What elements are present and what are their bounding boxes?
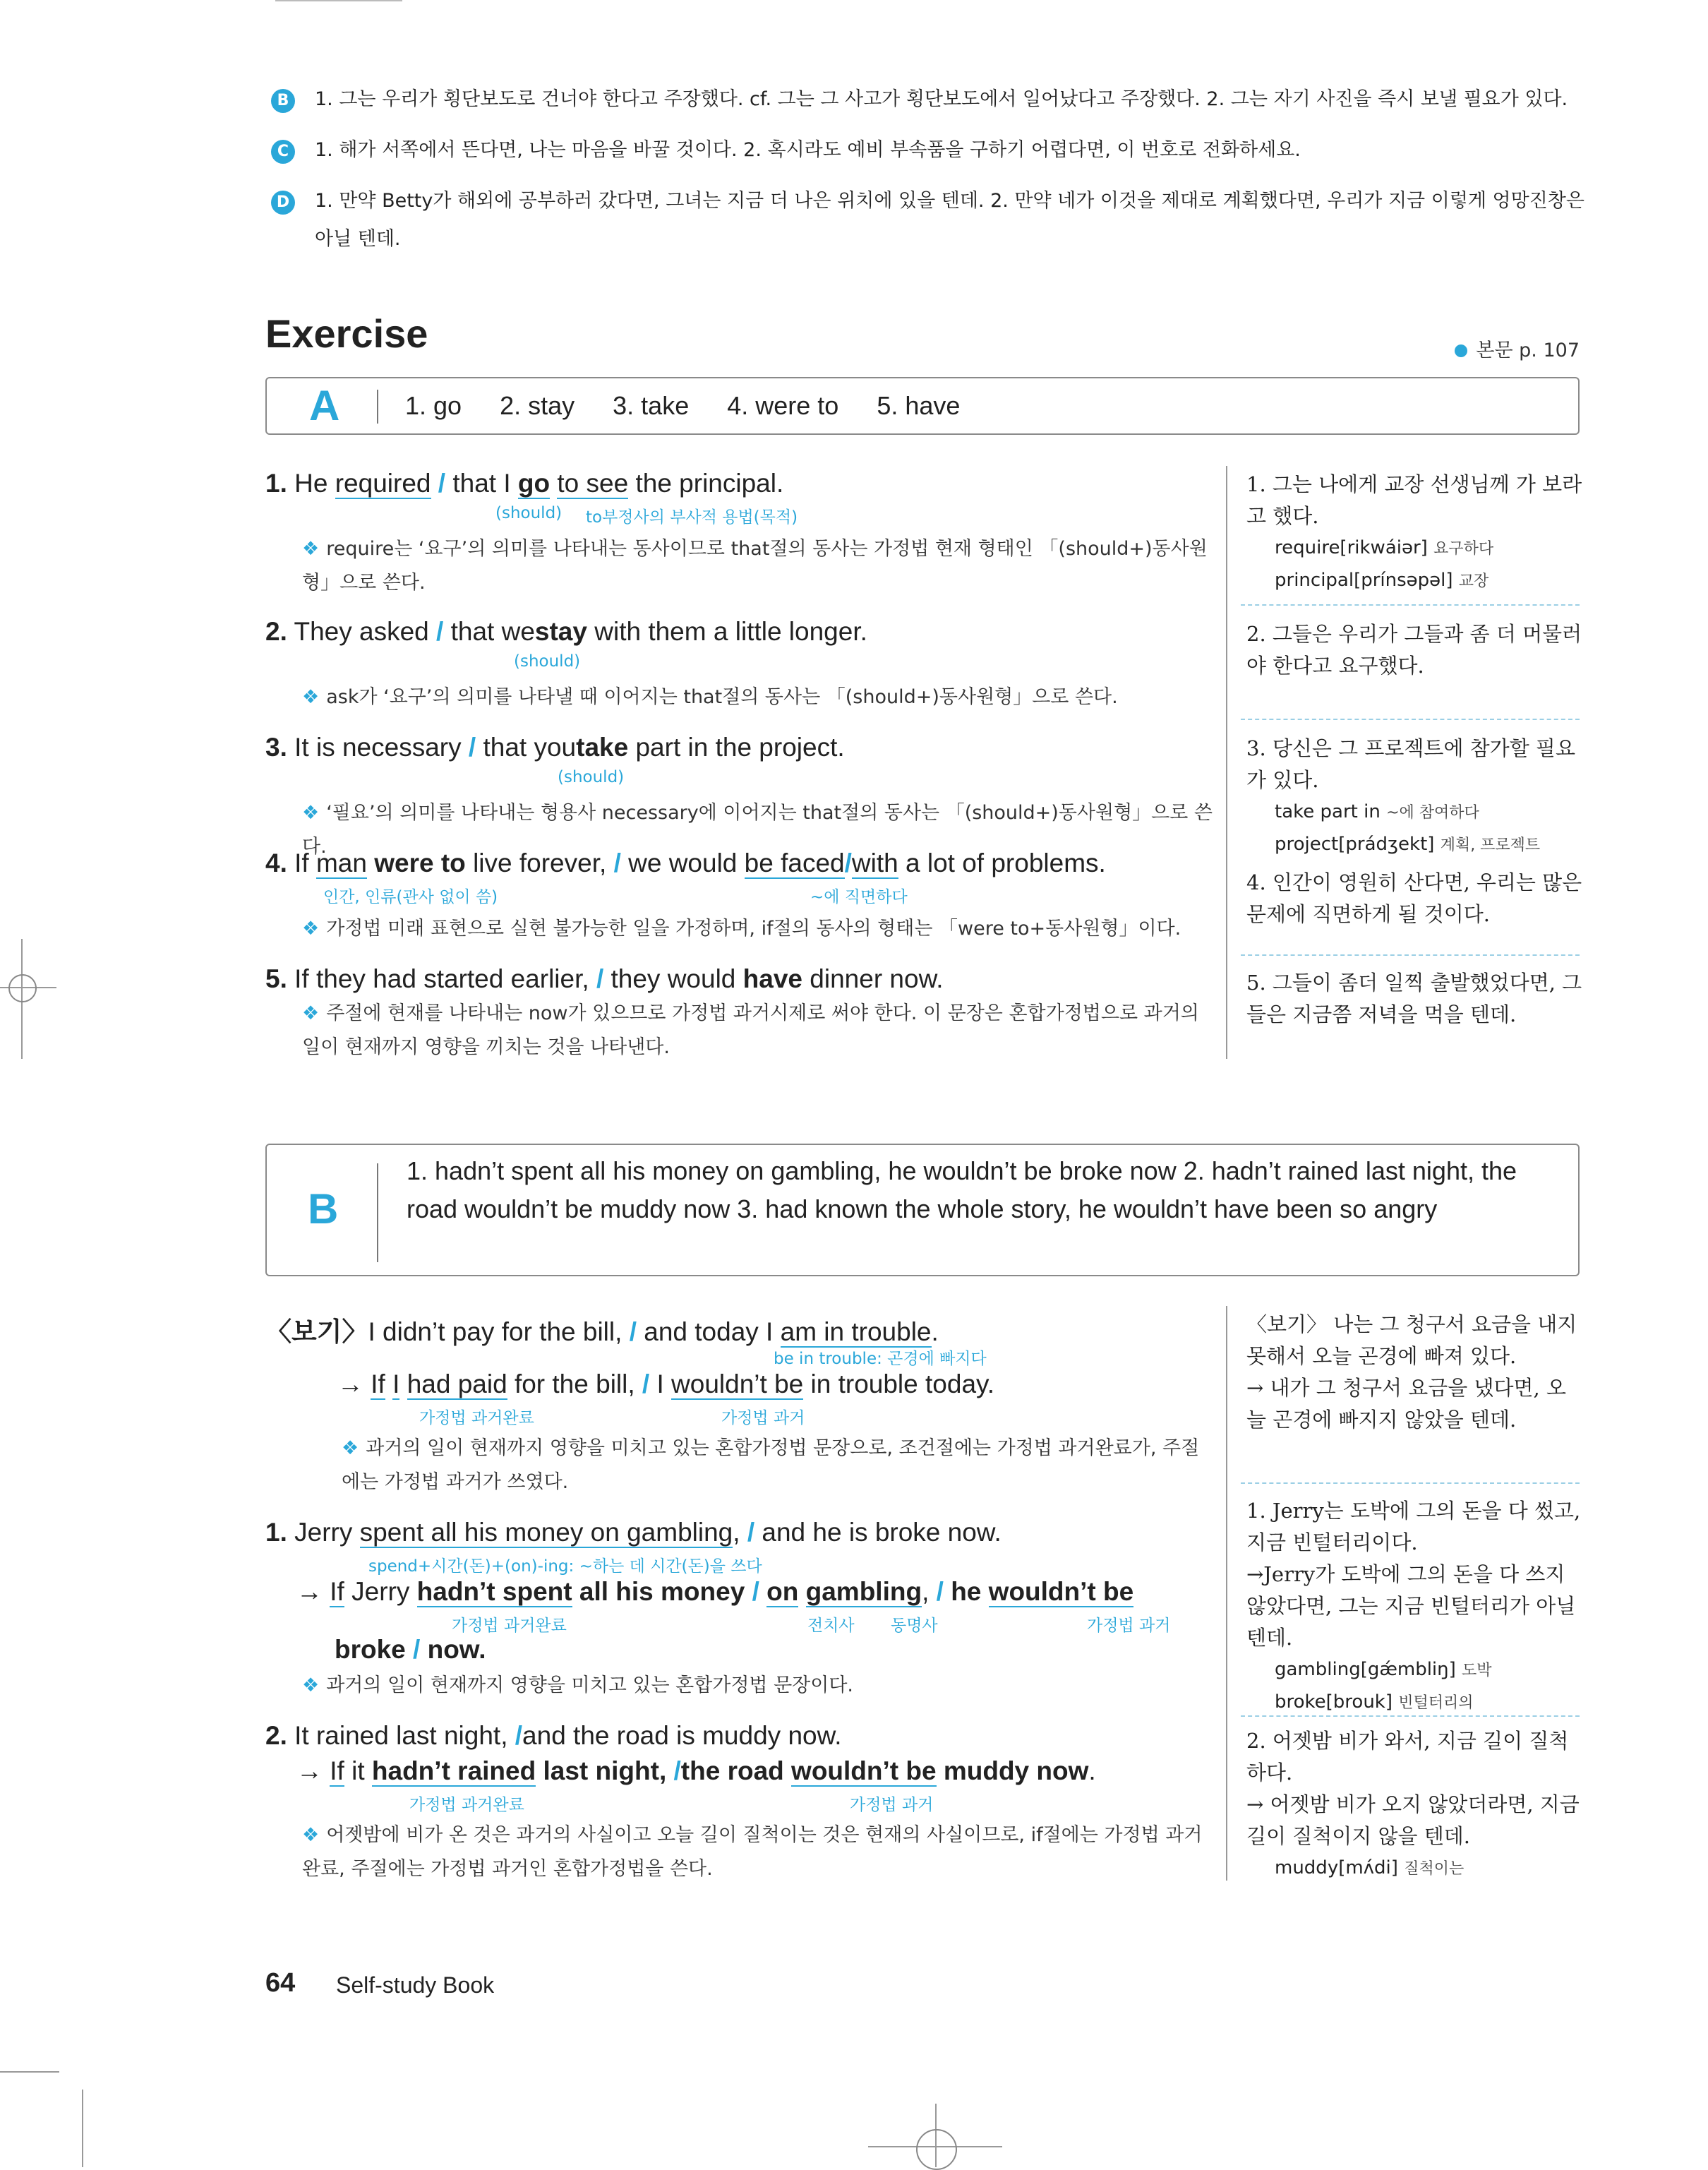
item-number: 3.	[1246, 736, 1266, 760]
sentence-text: He	[294, 469, 328, 498]
sentence-text: that you	[483, 733, 577, 762]
answer-word: have	[742, 964, 803, 993]
slash-mark: /	[613, 849, 621, 877]
item-number: 3.	[265, 733, 287, 762]
annotation-should: (should)	[514, 652, 581, 671]
item-number: 2.	[265, 1721, 287, 1750]
translation-text: 그들이 좀더 일찍 출발했었다면, 그들은 지금쯤 저녁을 먹을 텐데.	[1246, 971, 1582, 1026]
registration-mark-bottom	[916, 2129, 957, 2170]
sentence-text: in trouble today.	[810, 1369, 995, 1398]
slash-mark: /	[438, 469, 446, 498]
box-a-item: 2. stay	[500, 391, 575, 420]
diamond-icon: ❖	[302, 918, 320, 940]
sentence-b1	[265, 1518, 1002, 1547]
explanation-a2	[302, 681, 1213, 714]
annotation-note: 가정법 과거완료	[419, 1409, 534, 1427]
box-b-answers: 1. hadn’t spent all his money on gambling, he wouldn’t be broke now 2. hadn’t rained last night, the road wouldn’t be muddy now 3. had known the whole story, he wouldn’t have been so angry	[407, 1156, 1517, 1223]
underlined-word: be faced	[744, 849, 845, 877]
sentence-text: we would	[628, 849, 738, 877]
slash-mark: /	[844, 849, 852, 877]
sentence-text: ,	[733, 1518, 740, 1547]
answer-word: stay	[534, 617, 587, 646]
bullet-dot-icon	[1455, 344, 1467, 357]
translation-a1	[1246, 469, 1585, 597]
book-title: Self-study Book	[336, 1972, 495, 1998]
slash-mark: /	[673, 1756, 681, 1785]
explanation-text: require는 ‘요구’의 의미를 나타내는 동사이므로 that절의 동사는 가정법 현재 형태인 「(should+)동사원형」으로 쓴다.	[302, 538, 1208, 594]
answer-word: on	[766, 1577, 799, 1606]
sentence-text: .	[931, 1317, 939, 1346]
annotation-note: 가정법 과거	[721, 1409, 805, 1427]
box-a-divider	[377, 390, 378, 424]
answer-word: the road	[680, 1756, 784, 1785]
explanation-text: 주절에 현재를 나타내는 now가 있으므로 가정법 과거시제로 써야 한다. 이 문장은 혼합가정법으로 과거의 일이 현재까지 영향을 끼치는 것을 나타낸다.	[302, 1002, 1199, 1058]
translation-a5	[1246, 967, 1585, 1031]
crop-mark-bottom-left-v	[82, 2090, 83, 2167]
sentence-text: They asked	[294, 617, 429, 646]
answer-word: were to	[374, 849, 466, 877]
slash-mark: /	[436, 617, 444, 646]
answer-word: go	[517, 469, 551, 498]
answer-word: now.	[427, 1635, 486, 1664]
vocab-item: muddy[mʌ́di] 질척이는	[1275, 1857, 1465, 1878]
annotation-note: 가정법 과거	[1087, 1617, 1171, 1635]
page-reference-text: 본문 p. 107	[1476, 340, 1580, 361]
answer-word: hadn’t spent	[416, 1577, 572, 1606]
underlined-word: man	[315, 849, 367, 877]
translation-text: 2. 어젯밤 비가 와서, 지금 길이 질척하다. → 어젯밤 비가 오지 않았더라면, 지금 길이 질척이지 않을 텐데.	[1246, 1729, 1580, 1848]
sentence-text: part in the project.	[635, 733, 845, 762]
explanation-b-example	[342, 1432, 1213, 1499]
explanation-b1	[302, 1669, 1213, 1703]
explanation-text: 과거의 일이 현재까지 영향을 미치고 있는 혼합가정법 문장이다.	[326, 1674, 854, 1696]
sentence-text: and the road is muddy now.	[522, 1721, 842, 1750]
answer-badge-b: B	[271, 89, 295, 113]
diamond-icon: ❖	[302, 686, 320, 708]
item-number: 1.	[265, 1518, 287, 1547]
box-a-item: 5. have	[877, 391, 961, 420]
item-number: 1.	[265, 469, 287, 498]
slash-mark: /	[642, 1369, 650, 1398]
answer-badge-c: C	[271, 140, 295, 164]
item-number: 5.	[1246, 971, 1266, 995]
dashed-divider	[1241, 954, 1580, 956]
vocab-item: principal[prínsəpəl] 교장	[1275, 570, 1489, 591]
answer-text-d: 1. 만약 Betty가 해외에 공부하러 갔다면, 그녀는 지금 더 나은 위치에 있을 텐데. 2. 만약 네가 이것을 제대로 계획했다면, 우리가 지금 이렇게 엉망진창은 아닐 텐데.	[315, 190, 1584, 250]
annotation-note: spend+시간(돈)+(on)-ing: ~하는 데 시간(돈)을 쓰다	[368, 1557, 762, 1576]
slash-mark: /	[629, 1317, 637, 1346]
explanation-b2	[302, 1818, 1213, 1886]
registration-mark-left	[8, 974, 37, 1002]
box-a-answers	[405, 391, 998, 421]
dashed-divider	[1241, 1715, 1580, 1717]
answer-word: broke	[335, 1635, 406, 1664]
annotation-note: 동명사	[891, 1617, 938, 1635]
sentence-text: and he is broke now.	[762, 1518, 1002, 1547]
answer-text-b: 1. 그는 우리가 횡단보도로 건너야 한다고 주장했다. cf. 그는 그 사고가 횡단보도에서 일어났다고 주장했다. 2. 그는 자기 사진을 즉시 보낼 필요가 있다.	[315, 88, 1568, 110]
translation-text: 1. Jerry는 도박에 그의 돈을 다 썼고, 지금 빈털터리이다. →Jerry가 도박에 그의 돈을 다 쓰지 않았다면, 그는 지금 빈털터리가 아닐 텐데.	[1246, 1499, 1581, 1650]
sentence-text: ,	[922, 1577, 930, 1606]
dashed-divider	[1241, 719, 1580, 720]
answer-word: muddy now	[943, 1756, 1089, 1785]
translation-text: 그들은 우리가 그들과 좀 더 머물러야 한다고 요구했다.	[1246, 622, 1582, 678]
item-number: 2.	[1246, 622, 1266, 646]
item-number: 4.	[1246, 870, 1266, 894]
annotation-should: (should)	[558, 768, 625, 786]
crop-mark-bottom-left	[0, 2071, 59, 2073]
rewrite-b1	[296, 1577, 1133, 1607]
answer-word: wouldn’t be	[791, 1756, 937, 1785]
example-sentence	[265, 1310, 939, 1348]
annotation-should: (should)	[495, 504, 563, 522]
answer-word: he	[951, 1577, 982, 1606]
translation-text: 그는 나에게 교장 선생님께 가 보라고 했다.	[1246, 472, 1582, 528]
diamond-icon: ❖	[302, 1674, 320, 1696]
column-divider-b	[1226, 1306, 1227, 1881]
annotation-note: be in trouble: 곤경에 빠지다	[774, 1350, 987, 1368]
item-number: 2.	[265, 617, 287, 646]
vocab-item: require[rikwáiər] 요구하다	[1275, 537, 1494, 558]
vocab-item: gambling[gǽmbliŋ] 도박	[1275, 1659, 1492, 1680]
sentence-text: that I	[452, 469, 511, 498]
sentence-text: If	[294, 849, 309, 877]
explanation-text: 가정법 미래 표현으로 실현 불가능한 일을 가정하며, if절의 동사의 형태는 「were to+동사원형」이다.	[326, 918, 1181, 940]
sentence-a1	[265, 469, 783, 498]
translation-b2	[1246, 1725, 1585, 1885]
sentence-text: It is necessary	[294, 733, 462, 762]
translation-text: 인간이 영원히 산다면, 우리는 많은 문제에 직면하게 될 것이다.	[1246, 870, 1582, 926]
sentence-text: I	[656, 1369, 664, 1398]
sentence-text: I didn’t pay for the bill,	[368, 1317, 623, 1346]
annotation-note: 가정법 과거완료	[452, 1617, 567, 1635]
box-a-letter: A	[309, 382, 340, 429]
explanation-a5	[302, 997, 1213, 1065]
answer-text-c: 1. 해가 서쪽에서 뜬다면, 나는 마음을 바꿀 것이다. 2. 혹시라도 예비 부속품을 구하기 어렵다면, 이 번호로 전화하세요.	[315, 139, 1301, 161]
annotation-note: to부정사의 부사적 용법(목적)	[586, 508, 798, 527]
sentence-text: .	[1088, 1756, 1096, 1785]
dashed-divider	[1241, 1482, 1580, 1484]
underlined-word: If	[330, 1577, 344, 1606]
explanation-text: 과거의 일이 현재까지 영향을 미치고 있는 혼합가정법 문장으로, 조건절에는 가정법 과거완료가, 주절에는 가정법 과거가 쓰였다.	[342, 1437, 1200, 1493]
slash-mark: /	[936, 1577, 944, 1606]
slash-mark: /	[752, 1577, 759, 1606]
arrow-icon: →	[296, 1577, 323, 1606]
underlined-word: had paid	[407, 1369, 507, 1398]
top-rule	[275, 0, 402, 1]
sentence-text: they would	[611, 964, 736, 993]
slash-mark: /	[747, 1518, 755, 1547]
sentence-a4	[265, 849, 1106, 878]
sentence-text: Jerry	[294, 1518, 353, 1547]
diamond-icon: ❖	[302, 802, 320, 824]
explanation-text: 어젯밤에 비가 온 것은 과거의 사실이고 오늘 길이 질척이는 것은 현재의 사실이므로, if절에는 가정법 과거완료, 주절에는 가정법 과거인 혼합가정법을 쓴다.	[302, 1824, 1203, 1880]
vocab-item: project[prádʒekt] 계획, 프로젝트	[1275, 834, 1541, 855]
annotation-note: 인간, 인류(관사 없이 씀)	[323, 888, 498, 906]
answer-badge-d: D	[271, 191, 295, 215]
translation-a3	[1246, 733, 1585, 861]
sentence-text: the principal.	[635, 469, 784, 498]
sentence-a3	[265, 733, 845, 762]
translation-b-example: 〈보기〉 나는 그 청구서 요금을 내지 못해서 오늘 곤경에 빠져 있다. → 내가 그 청구서 요금을 냈다면, 오늘 곤경에 빠지지 않았을 텐데.	[1246, 1312, 1577, 1432]
page-reference	[1455, 335, 1580, 362]
slash-mark: /	[596, 964, 604, 993]
item-number: 5.	[265, 964, 287, 993]
box-a-item: 1. go	[405, 391, 462, 420]
translation-a2	[1246, 618, 1585, 682]
answer-word: take	[576, 733, 629, 762]
sentence-text: Jerry	[351, 1577, 410, 1606]
translation-a4	[1246, 867, 1585, 930]
sentence-text: a lot of problems.	[906, 849, 1106, 877]
underlined-word: to see	[557, 469, 629, 498]
answer-word: wouldn’t be	[988, 1577, 1134, 1606]
slash-mark: /	[468, 733, 476, 762]
answer-word: gambling	[805, 1577, 922, 1606]
answer-box-b	[265, 1144, 1580, 1276]
underlined-word: If	[330, 1756, 344, 1785]
rewrite-b1-cont	[335, 1635, 486, 1665]
sentence-a2	[265, 617, 867, 647]
sentence-text: that we	[450, 617, 535, 646]
page-number: 64	[265, 1968, 296, 1998]
answer-word: all his money	[579, 1577, 745, 1606]
underlined-word: with	[851, 849, 898, 877]
annotation-note: 가정법 과거	[850, 1796, 934, 1814]
sentence-text: for the bill,	[514, 1369, 635, 1398]
explanation-a4	[302, 912, 1213, 946]
sentence-text: and today I	[644, 1317, 774, 1346]
explanation-a1	[302, 532, 1213, 600]
arrow-icon: →	[337, 1369, 363, 1398]
translation-text: 당신은 그 프로젝트에 참가할 필요가 있다.	[1246, 736, 1575, 792]
diamond-icon: ❖	[302, 1002, 320, 1024]
explanation-text: ask가 ‘요구’의 의미를 나타낼 때 이어지는 that절의 동사는 「(should+)동사원형」으로 쓴다.	[326, 686, 1118, 708]
sentence-text: dinner now.	[810, 964, 944, 993]
diamond-icon: ❖	[342, 1437, 359, 1459]
rewrite-b2	[296, 1756, 1096, 1786]
sentence-text: If they had started earlier,	[294, 964, 589, 993]
annotation-note: 전치사	[807, 1617, 855, 1635]
box-b-divider	[377, 1163, 378, 1262]
diamond-icon: ❖	[302, 1824, 320, 1846]
slash-mark: /	[413, 1635, 421, 1664]
underlined-word: required	[335, 469, 431, 498]
example-rewrite	[337, 1369, 994, 1399]
sentence-text: It rained last night,	[294, 1721, 508, 1750]
sentence-text: live forever,	[473, 849, 607, 877]
explanation-text: ‘필요’의 의미를 나타내는 형용사 necessary에 이어지는 that절의 동사는 「(should+)동사원형」으로 쓴다.	[302, 802, 1213, 858]
underlined-word: wouldn’t be	[671, 1369, 804, 1398]
underlined-word: spent all his money on gambling	[359, 1518, 733, 1547]
arrow-icon: →	[296, 1756, 323, 1785]
box-b-letter: B	[308, 1185, 339, 1233]
example-label: 〈보기〉	[265, 1317, 368, 1346]
slash-mark: /	[515, 1721, 523, 1750]
item-number: 1.	[1246, 472, 1266, 496]
underlined-word: am in trouble	[780, 1317, 932, 1346]
vocab-item: broke[brouk] 빈털터리의	[1275, 1691, 1474, 1713]
sentence-a5	[265, 964, 944, 994]
translation-b1	[1246, 1495, 1585, 1719]
sentence-text: with them a little longer.	[594, 617, 867, 646]
sentence-text: it	[351, 1756, 365, 1785]
item-number: 4.	[265, 849, 287, 877]
underlined-word: If	[371, 1369, 385, 1398]
annotation-note: ~에 직면하다	[810, 888, 908, 906]
vocab-item: take part in ~에 참여하다	[1275, 801, 1479, 822]
box-a-item: 4. were to	[727, 391, 839, 420]
diamond-icon: ❖	[302, 538, 320, 560]
column-divider-a	[1226, 466, 1227, 1059]
dashed-divider	[1241, 604, 1580, 606]
answer-word: hadn’t rained	[371, 1756, 536, 1785]
underlined-word: I	[392, 1369, 400, 1398]
answer-word: last night,	[543, 1756, 667, 1785]
answer-box-a	[265, 377, 1580, 435]
exercise-title: Exercise	[265, 311, 428, 356]
box-a-item: 3. take	[613, 391, 690, 420]
sentence-b2	[265, 1721, 842, 1751]
annotation-note: 가정법 과거완료	[409, 1796, 524, 1814]
